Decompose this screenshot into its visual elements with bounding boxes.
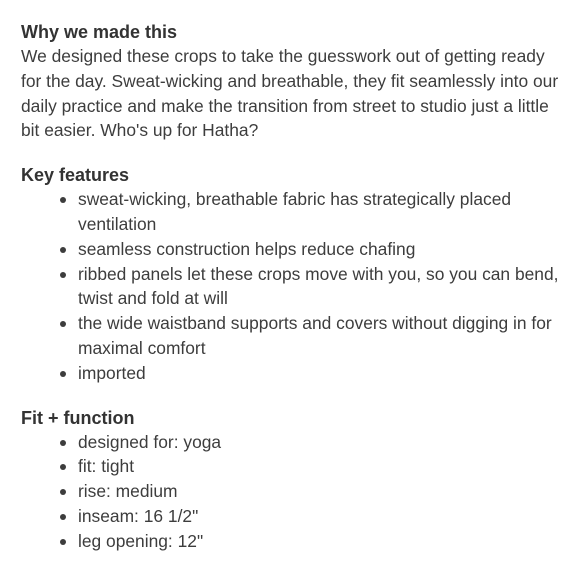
fit-function-item: fit: tight <box>78 454 568 479</box>
key-feature-item: sweat-wicking, breathable fabric has strategically placed ventilation <box>78 187 568 237</box>
fit-function-item: leg opening: 12" <box>78 529 568 554</box>
fit-function-section <box>21 406 568 554</box>
key-features-list <box>21 187 568 385</box>
why-we-made-this-heading: Why we made this <box>21 22 178 42</box>
why-we-made-this-section <box>21 20 568 143</box>
fit-function-item: designed for: yoga <box>78 430 568 455</box>
key-feature-item: seamless construction helps reduce chafing <box>78 237 568 262</box>
key-feature-item: imported <box>78 361 568 386</box>
fit-function-item: rise: medium <box>78 479 568 504</box>
fit-function-item: inseam: 16 1/2" <box>78 504 568 529</box>
why-we-made-this-text: We designed these crops to take the guesswork out of getting ready for the day. Sweat-wicking and breathable, they fit seamlessly into our daily practice and make the transition from street to studio just a little bit easier. Who's up for Hatha? <box>21 46 559 141</box>
fit-function-heading: Fit + function <box>21 407 135 428</box>
key-feature-item: the wide waistband supports and covers without digging in for maximal comfort <box>78 311 568 361</box>
key-feature-item: ribbed panels let these crops move with you, so you can bend, twist and fold at will <box>78 262 568 312</box>
fit-function-list <box>21 430 568 554</box>
key-features-heading: Key features <box>21 165 130 186</box>
key-features-section <box>21 163 568 385</box>
